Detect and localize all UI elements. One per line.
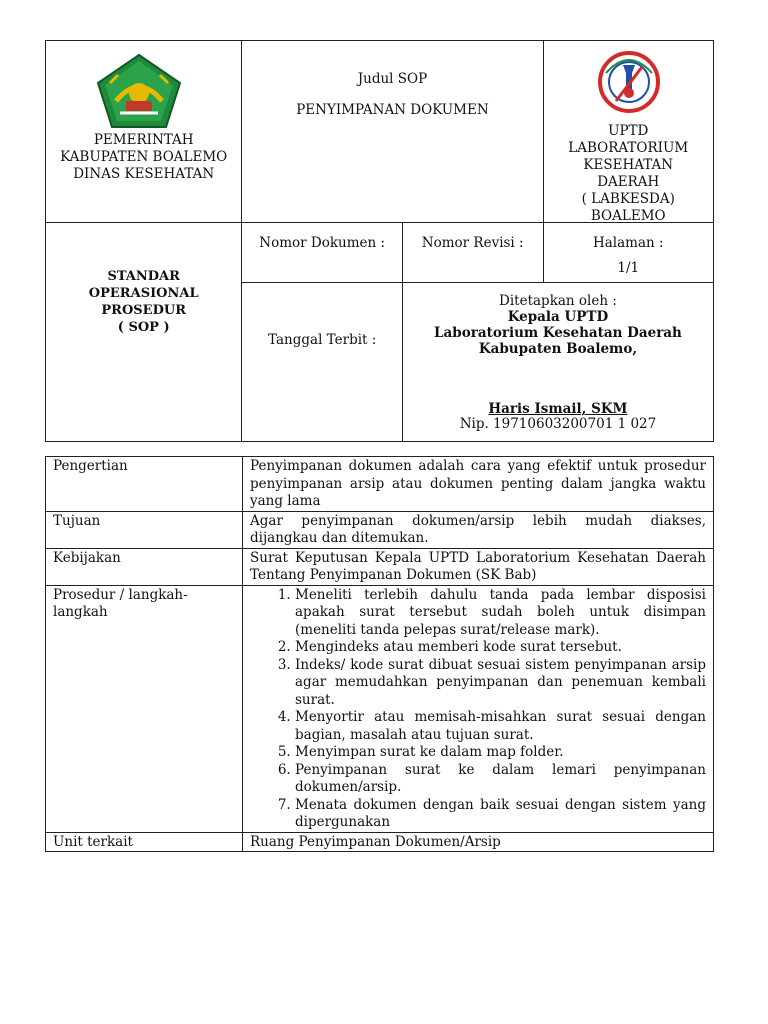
pengertian-label: Pengertian [46, 457, 243, 512]
lab-line-2: LABORATORIUM [568, 140, 689, 156]
prosedur-steps-cell [243, 585, 714, 832]
list-item: 6. Penyimpanan surat ke dalam lemari penyimpanan dokumen/arsip. [295, 762, 706, 797]
gov-line-2: KABUPATEN BOALEMO [60, 149, 228, 165]
table-row [46, 457, 714, 512]
sop-line-1: STANDAR [107, 269, 180, 284]
nomor-revisi-cell [402, 223, 543, 283]
sop-content-table [45, 456, 714, 852]
laboratory-name [544, 123, 714, 225]
kepala-line: Kepala UPTD [507, 309, 609, 326]
tanggal-terbit-label: Tanggal Terbit : [268, 332, 377, 349]
lab-line-3: KESEHATAN [583, 157, 674, 173]
pengertian-value: Penyimpanan dokumen adalah cara yang efektif untuk prosedur penyimpanan arsip atau dokumen penting dalam jangka waktu yang lama [243, 457, 714, 512]
list-item: 2. Mengindeks atau memberi kode surat tersebut. [295, 639, 706, 657]
prosedur-steps-list [250, 587, 706, 832]
prosedur-label: Prosedur / langkah-langkah [46, 585, 243, 832]
gov-line-3: DINAS KESEHATAN [73, 166, 215, 182]
list-item: 5. Menyimpan surat ke dalam map folder. [295, 744, 706, 762]
tujuan-value: Agar penyimpanan dokumen/arsip lebih mudah diakses, dijangkau dan ditemukan. [243, 511, 714, 548]
ditetapkan-label: Ditetapkan oleh : [499, 293, 617, 310]
sop-header-table [45, 40, 714, 442]
unit-terkait-value: Ruang Penyimpanan Dokumen/Arsip [243, 832, 714, 852]
list-item: 7. Menata dokumen dengan baik sesuai dengan sistem yang dipergunakan [295, 797, 706, 832]
judul-sop-value: PENYIMPANAN DOKUMEN [296, 102, 489, 118]
table-row [46, 511, 714, 548]
sop-line-4: ( SOP ) [117, 320, 170, 335]
sop-line-2: OPERASIONAL [88, 286, 199, 301]
approval-cell [402, 283, 713, 442]
list-item: 3. Indeks/ kode surat dibuat sesuai sistem penyimpanan arsip agar memudahkan penyimpanan dan penemuan kembali surat. [295, 657, 706, 710]
lab-line-6: BOALEMO [590, 208, 666, 224]
sop-label [46, 268, 241, 336]
labkesda-logo [598, 51, 660, 113]
laboratory-cell [543, 41, 714, 223]
unit-terkait-label: Unit terkait [46, 832, 243, 852]
gov-line-1: PEMERINTAH [93, 132, 194, 148]
kebijakan-value: Surat Keputusan Kepala UPTD Laboratorium Kesehatan Daerah Tentang Penyimpanan Dokumen (SK Bab) [243, 548, 714, 585]
kabupaten-line: Kabupaten Boalemo, [478, 341, 638, 358]
government-name [46, 132, 241, 183]
sop-title-cell [242, 41, 543, 223]
boalemo-regency-logo [96, 53, 182, 129]
halaman-cell [543, 223, 714, 283]
halaman-value: 1/1 [617, 260, 640, 276]
kebijakan-label: Kebijakan [46, 548, 243, 585]
signer-nip: Nip. 19710603200701 1 027 [459, 416, 657, 433]
list-item: 1. Meneliti terlebih dahulu tanda pada lembar disposisi apakah surat tersebut sudah boleh untuk disimpan (meneliti tanda pelepas surat/release mark). [295, 587, 706, 640]
nomor-dokumen-cell [242, 223, 403, 283]
government-cell [46, 41, 242, 223]
lab-line-4: DAERAH [597, 174, 660, 190]
table-row [46, 832, 714, 852]
lab-line-1: UPTD [608, 123, 649, 139]
list-item: 4. Menyortir atau memisah-misahkan surat sesuai dengan bagian, masalah atau tujuan surat. [295, 709, 706, 744]
table-row [46, 585, 714, 832]
sop-label-cell [46, 223, 242, 442]
lab-line-5: ( LABKESDA) [581, 191, 675, 207]
sop-line-3: PROSEDUR [101, 303, 187, 318]
tanggal-terbit-cell [242, 283, 403, 442]
nomor-dokumen-label: Nomor Dokumen : [259, 235, 386, 251]
tujuan-label: Tujuan [46, 511, 243, 548]
lab-name-line: Laboratorium Kesehatan Daerah [434, 325, 682, 342]
signer-name: Haris Ismail, SKM [488, 401, 628, 418]
nomor-revisi-label: Nomor Revisi : [421, 235, 524, 251]
judul-sop-label: Judul SOP [357, 71, 428, 87]
halaman-label: Halaman : [592, 235, 664, 251]
table-row [46, 548, 714, 585]
